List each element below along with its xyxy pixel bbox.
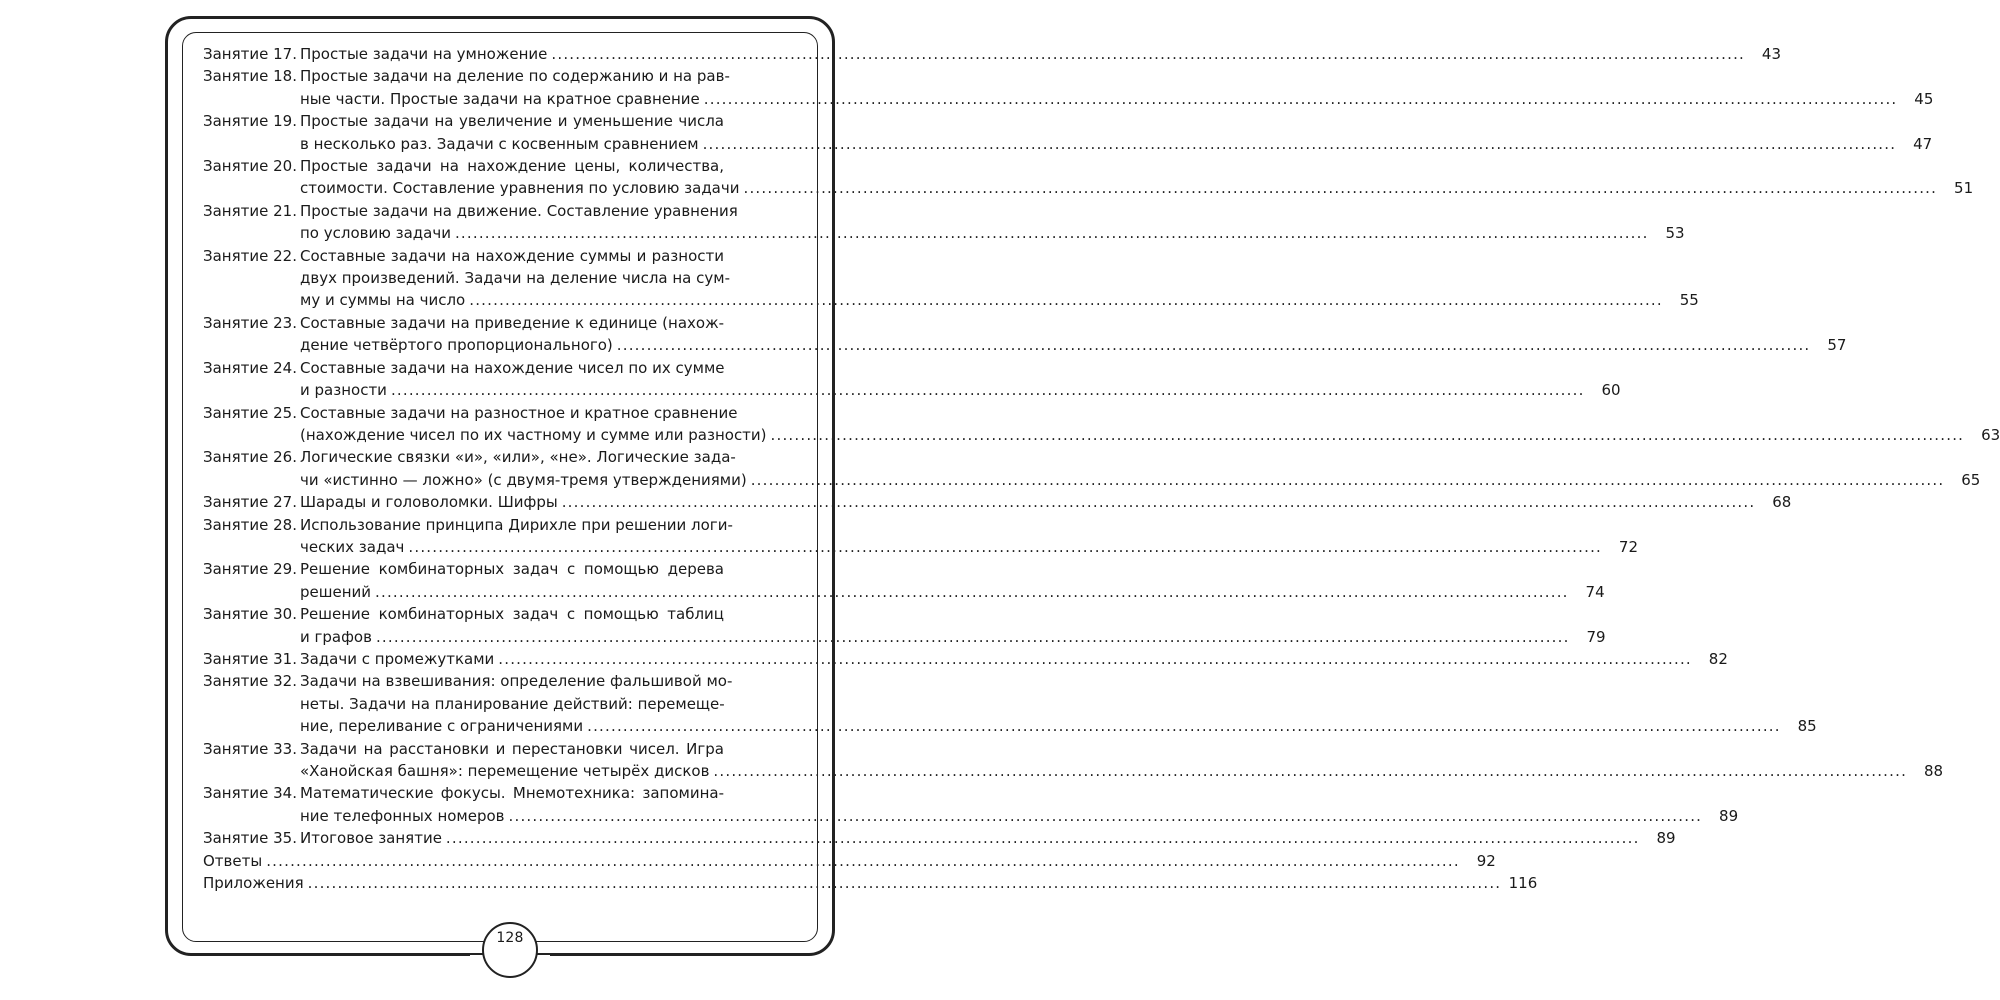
lesson-label: Занятие 31. — [203, 649, 297, 668]
toc-entry — [203, 43, 1782, 65]
table-of-contents — [203, 43, 2000, 894]
entry-title-text: ные части. Простые задачи на кратное сравнение — [300, 89, 700, 108]
dot-leader: ........................................................................................................................................................................................................ — [587, 717, 1781, 736]
toc-entry — [203, 603, 1606, 648]
lesson-label: Занятие 29. — [203, 560, 297, 579]
toc-entry-body — [300, 312, 1847, 357]
toc-entry — [203, 558, 1605, 603]
page-reference: 74 — [1585, 582, 1605, 601]
page-reference: 45 — [1914, 89, 1934, 108]
entry-title-text: в несколько раз. Задачи с косвенным сравнением — [300, 134, 699, 153]
entry-final-line — [300, 715, 1817, 737]
page-reference: 43 — [1761, 45, 1782, 63]
entry-final-line — [203, 872, 1538, 894]
page-reference: 68 — [1772, 493, 1792, 512]
page-reference: 57 — [1827, 336, 1847, 355]
entry-final-line — [300, 177, 1974, 199]
page-reference: 89 — [1656, 829, 1676, 848]
toc-entry-body — [300, 245, 1699, 312]
toc-entry-body — [300, 65, 1934, 110]
lesson-label: Занятие 24. — [203, 358, 297, 377]
toc-entry-body — [300, 670, 1817, 737]
entry-title-text: стоимости. Составление уравнения по условию задачи — [300, 179, 740, 198]
page-reference: 63 — [1981, 425, 2000, 444]
entry-final-line — [300, 222, 1685, 244]
lesson-label: Занятие 35. — [203, 829, 297, 848]
toc-entry-body — [300, 558, 1605, 603]
lesson-label: Занятие 18. — [203, 67, 297, 86]
entry-final-line — [300, 760, 1944, 782]
entry-final-line — [300, 43, 1782, 65]
entry-title-line: Задачи на взвешивания: определение фальшивой мо- — [300, 672, 733, 691]
page-reference: 65 — [1961, 470, 1981, 489]
entry-title-text: по условию задачи — [300, 224, 451, 243]
lesson-label: Занятие 33. — [203, 739, 297, 758]
toc-entry — [203, 155, 1974, 200]
dot-leader: ........................................................................................................................................................................................................ — [561, 493, 1756, 512]
entry-final-line — [300, 88, 1934, 110]
entry-final-line — [300, 581, 1605, 603]
entry-title-text: му и суммы на число — [300, 291, 466, 310]
entry-title-text: Ответы — [203, 851, 263, 870]
toc-entry-body — [203, 850, 1496, 872]
entry-final-line — [300, 289, 1699, 311]
lesson-label: Занятие 21. — [203, 201, 297, 220]
toc-entry-body — [300, 514, 1639, 559]
entry-final-line — [300, 805, 1739, 827]
entry-final-line — [300, 469, 1981, 491]
toc-entry-body — [300, 110, 1933, 155]
entry-title-line: Составные задачи на разностное и кратное сравнение — [300, 403, 738, 422]
page-reference: 88 — [1923, 762, 1944, 780]
page-number: 128 — [496, 930, 524, 946]
page-reference: 53 — [1665, 224, 1685, 243]
entry-title-line: Решение комбинаторных задач с помощью дерева — [300, 560, 724, 579]
toc-entry — [203, 65, 1934, 110]
dot-leader: ........................................................................................................................................................................................................ — [408, 537, 1603, 556]
entry-final-line — [300, 379, 1621, 401]
entry-title-line: Простые задачи на движение. Составление уравнения — [300, 201, 738, 220]
entry-title-text: Приложения — [203, 874, 304, 893]
entry-title-text: (нахождение чисел по их частному и сумме или разности) — [300, 425, 767, 444]
entry-title-text: решений — [300, 582, 372, 601]
toc-entry — [203, 402, 2000, 447]
entry-title-text: ние телефонных номеров — [300, 806, 505, 825]
toc-entry-body — [300, 648, 1728, 670]
entry-final-line — [300, 827, 1676, 849]
entry-title-line: Составные задачи на нахождение суммы и разности — [300, 246, 724, 265]
toc-entry — [203, 782, 1739, 827]
toc-entry — [203, 670, 1817, 737]
page-reference: 55 — [1679, 291, 1699, 310]
entry-title-line: Задачи на расстановки и перестановки чисел. Игра — [300, 739, 724, 758]
toc-entry — [203, 446, 1981, 491]
toc-entry-body — [300, 446, 1981, 491]
entry-title-line: двух произведений. Задачи на деление числа на сум- — [300, 269, 730, 288]
dot-leader: ........................................................................................................................................................................................................ — [616, 336, 1811, 355]
lesson-label: Занятие 26. — [203, 448, 297, 467]
dot-leader: ........................................................................................................................................................................................................ — [445, 829, 1640, 848]
dot-leader: ........................................................................................................................................................................................................ — [750, 470, 1945, 489]
entry-title-text: чи «истинно — ложно» (с двумя-тремя утверждениями) — [300, 470, 747, 489]
entry-final-line — [300, 424, 2000, 446]
dot-leader: ........................................................................................................................................................................................................ — [508, 806, 1703, 825]
entry-title-line: Решение комбинаторных задач с помощью таблиц — [300, 605, 724, 624]
toc-entry — [203, 514, 1639, 559]
entry-title-text: Простые задачи на умножение — [300, 45, 548, 63]
entry-title-text: Итоговое занятие — [300, 829, 442, 848]
toc-entry — [203, 850, 1496, 872]
entry-title-line: Составные задачи на приведение к единице (нахож- — [300, 313, 724, 332]
entry-title-line: Составные задачи на нахождение чисел по их сумме — [300, 358, 725, 377]
entry-final-line — [300, 334, 1847, 356]
entry-title-text: ческих задач — [300, 537, 405, 556]
toc-entry-body — [300, 827, 1676, 849]
lesson-label: Занятие 20. — [203, 157, 297, 176]
lesson-label: Занятие 34. — [203, 784, 297, 803]
toc-entry-body — [300, 603, 1606, 648]
toc-entry — [203, 738, 1944, 783]
dot-leader: ........................................................................................................................................................................................................ — [375, 627, 1570, 646]
toc-entry — [203, 648, 1728, 670]
dot-leader: ........................................................................................................................................................................................................ — [743, 179, 1938, 198]
entry-final-line — [300, 536, 1639, 558]
dot-leader: ........................................................................................................................................................................................................ — [713, 762, 1908, 780]
page-reference: 85 — [1797, 717, 1817, 736]
entry-title-text: ние, переливание с ограничениями — [300, 717, 584, 736]
dot-leader: ........................................................................................................................................................................................................ — [551, 45, 1746, 63]
toc-entry-body — [300, 155, 1974, 200]
toc-entry — [203, 312, 1847, 357]
toc-entry — [203, 110, 1933, 155]
page-reference: 82 — [1708, 649, 1728, 668]
dot-leader: ........................................................................................................................................................................................................ — [375, 582, 1569, 601]
toc-entry-body — [300, 491, 1792, 513]
entry-title-text: дение четвёртого пропорционального) — [300, 336, 613, 355]
entry-title-text: и разности — [300, 381, 387, 400]
toc-entry — [203, 491, 1792, 513]
toc-entry-body — [300, 402, 2000, 447]
entry-final-line — [300, 626, 1606, 648]
entry-final-line — [300, 133, 1933, 155]
lesson-label: Занятие 28. — [203, 515, 297, 534]
page-reference: 72 — [1618, 537, 1639, 556]
dot-leader: ........................................................................................................................................................................................................ — [454, 224, 1649, 243]
entry-final-line — [300, 491, 1792, 513]
lesson-label: Занятие 17. — [203, 45, 297, 63]
toc-entry — [203, 872, 1538, 894]
dot-leader: ........................................................................................................................................................................................................ — [266, 851, 1460, 870]
dot-leader: ........................................................................................................................................................................................................ — [498, 649, 1692, 668]
toc-entry — [203, 357, 1621, 402]
dot-leader: ........................................................................................................................................................................................................ — [770, 425, 1965, 444]
entry-title-line: Простые задачи на увеличение и уменьшение числа — [300, 112, 724, 131]
toc-entry — [203, 827, 1676, 849]
entry-title-text: Задачи с промежутками — [300, 649, 495, 668]
toc-entry — [203, 200, 1685, 245]
entry-title-line: Использование принципа Дирихле при решении логи- — [300, 515, 733, 534]
toc-entry-body — [300, 43, 1782, 65]
lesson-label: Занятие 19. — [203, 112, 297, 131]
lesson-label: Занятие 23. — [203, 313, 297, 332]
lesson-label: Занятие 25. — [203, 403, 297, 422]
toc-entry-body — [300, 782, 1739, 827]
entry-final-line — [300, 648, 1728, 670]
dot-leader: ........................................................................................................................................................................................................ — [469, 291, 1663, 310]
dot-leader: ........................................................................................................................................................................................................ — [390, 381, 1585, 400]
entry-title-text: и графов — [300, 627, 372, 646]
page-number-badge — [482, 922, 538, 978]
entry-title-text: «Ханойская башня»: перемещение четырёх дисков — [300, 762, 710, 780]
page-reference: 89 — [1719, 806, 1739, 825]
dot-leader: ........................................................................................................................................................................................................ — [703, 89, 1898, 108]
entry-title-line: Логические связки «и», «или», «не». Логические зада- — [300, 448, 736, 467]
toc-entry-body — [203, 872, 1538, 894]
page-reference: 51 — [1954, 179, 1974, 198]
entry-title-line: Математические фокусы. Мнемотехника: запомина- — [300, 784, 724, 803]
toc-entry-body — [300, 200, 1685, 245]
entry-final-line — [203, 850, 1496, 872]
page-reference: 60 — [1601, 381, 1621, 400]
lesson-label: Занятие 22. — [203, 246, 297, 265]
entry-title-text: Шарады и головоломки. Шифры — [300, 493, 558, 512]
toc-entry — [203, 245, 1699, 312]
page-reference: 79 — [1586, 627, 1606, 646]
toc-entry-body — [300, 357, 1621, 402]
page-reference: 92 — [1476, 851, 1496, 870]
entry-title-line: Простые задачи на деление по содержанию и на рав- — [300, 67, 730, 86]
toc-entry-body — [300, 738, 1944, 783]
lesson-label: Занятие 32. — [203, 672, 297, 691]
page-reference: 47 — [1913, 134, 1933, 153]
lesson-label: Занятие 30. — [203, 605, 297, 624]
entry-title-line: неты. Задачи на планирование действий: перемеще- — [300, 694, 725, 713]
page-reference: 116 — [1508, 874, 1538, 893]
dot-leader: ........................................................................................................................................................................................................ — [307, 874, 1502, 893]
dot-leader: ........................................................................................................................................................................................................ — [702, 134, 1897, 153]
entry-title-line: Простые задачи на нахождение цены, количества, — [300, 157, 724, 176]
lesson-label: Занятие 27. — [203, 493, 297, 512]
